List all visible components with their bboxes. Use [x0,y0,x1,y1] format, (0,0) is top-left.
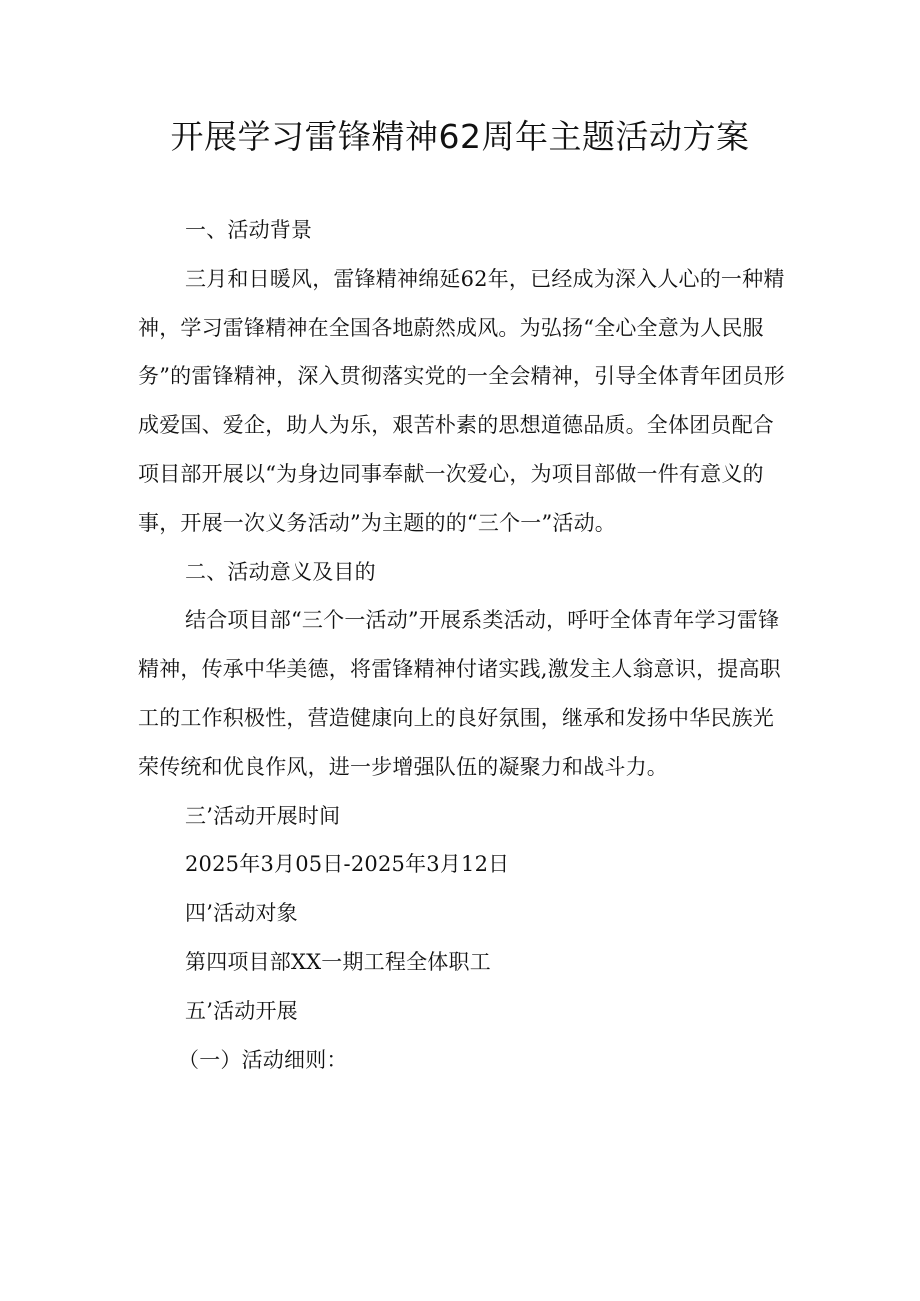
section-heading-background: 一、活动背景 [185,218,313,242]
paragraph-background: 三月和日暖风，雷锋精神绵延62年，已经成为深入人心的一种精神，学习雷锋精神在全国各地蔚然成风。为弘扬“全心全意为人民服务”的雷锋精神，深入贯彻落实党的一全会精神，引导全体青年团员形成爱国、爱企，助人为乐，艰苦朴素的思想道德品质。全体团员配合项目部开展以“为身边同事奉献一次爱心，为项目部做一件有意义的事，开展一次义务活动”为主题的的“三个一”活动。 [138,266,785,535]
section-heading-target: 四’活动对象 [185,901,298,926]
subsection-heading-rules: （一）活动细则： [178,1047,348,1072]
document-title: 开展学习雷锋精神62周年主题活动方案 [170,117,750,156]
section-heading-purpose: 二、活动意义及目的 [185,559,376,584]
section-heading-time: 三’活动开展时间 [185,803,341,828]
paragraph-purpose: 结合项目部“三个一活动”开展系类活动，呼吁全体青年学习雷锋精神，传承中华美德，将雷锋精神付诸实践,激发主人翁意识，提高职工的工作积极性，营造健康向上的良好氛围，继承和发扬中华民族光荣传统和优良作风，进一步增强队伍的凝聚力和战斗力。 [138,608,781,779]
document-body [138,206,794,1084]
section-heading-conduct: 五’活动开展 [185,998,298,1023]
paragraph-time: 2025年3月05日-2025年3月12日 [185,852,510,877]
paragraph-target: 第四项目部XX一期工程全体职工 [185,949,491,974]
